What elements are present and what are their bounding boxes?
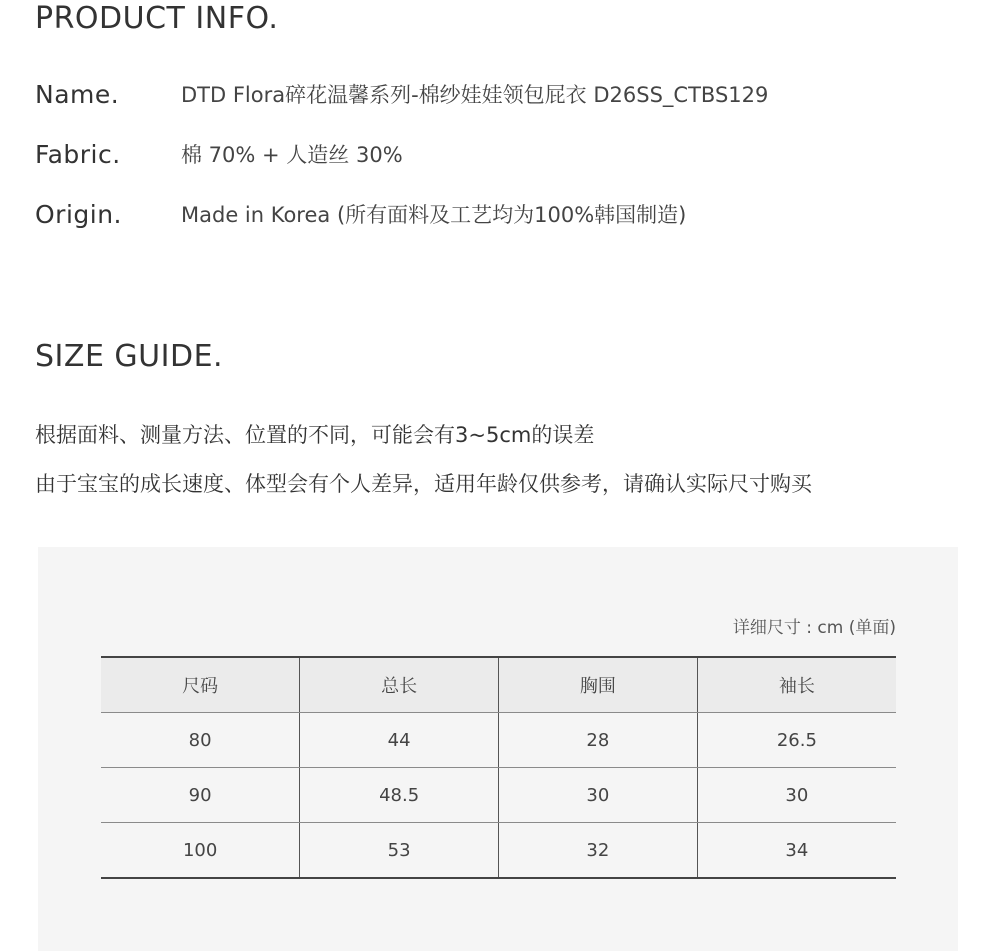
info-value-origin: Made in Korea (所有面料及工艺均为100%韩国制造) bbox=[181, 203, 687, 227]
table-row bbox=[101, 713, 896, 768]
table-row bbox=[101, 768, 896, 823]
info-value-fabric: 棉 70% + 人造丝 30% bbox=[181, 143, 403, 167]
header-total-length: 总长 bbox=[300, 657, 499, 713]
table-row bbox=[101, 823, 896, 879]
table-cell: 44 bbox=[300, 713, 499, 768]
header-sleeve-length: 袖长 bbox=[697, 657, 896, 713]
table-cell: 26.5 bbox=[697, 713, 896, 768]
info-value-name: DTD Flora碎花温馨系列-棉纱娃娃领包屁衣 D26SS_CTBS129 bbox=[181, 83, 769, 107]
info-row-name bbox=[35, 79, 768, 109]
info-label-origin: Origin. bbox=[35, 199, 123, 229]
table-cell: 30 bbox=[499, 768, 698, 823]
table-cell: 80 bbox=[101, 713, 300, 768]
size-note-tolerance: 根据面料、测量方法、位置的不同，可能会有3~5cm的误差 bbox=[35, 423, 595, 447]
product-info-title: PRODUCT INFO. bbox=[35, 1, 279, 36]
info-label-name: Name. bbox=[35, 79, 120, 109]
info-row-fabric bbox=[35, 139, 403, 169]
table-cell: 30 bbox=[697, 768, 896, 823]
table-cell: 28 bbox=[499, 713, 698, 768]
table-cell: 32 bbox=[499, 823, 698, 879]
info-label-fabric: Fabric. bbox=[35, 139, 121, 169]
size-table bbox=[101, 656, 896, 879]
unit-note: 详细尺寸 : cm (单面) bbox=[732, 618, 896, 638]
header-size: 尺码 bbox=[101, 657, 300, 713]
table-cell: 90 bbox=[101, 768, 300, 823]
info-row-origin bbox=[35, 199, 686, 229]
table-cell: 53 bbox=[300, 823, 499, 879]
table-cell: 100 bbox=[101, 823, 300, 879]
size-note-reference: 由于宝宝的成长速度、体型会有个人差异，适用年龄仅供参考，请确认实际尺寸购买 bbox=[35, 472, 812, 496]
size-guide-title: SIZE GUIDE. bbox=[35, 339, 224, 374]
table-cell: 34 bbox=[697, 823, 896, 879]
size-table-panel bbox=[38, 547, 958, 951]
header-chest: 胸围 bbox=[499, 657, 698, 713]
table-header-row bbox=[101, 657, 896, 713]
table-cell: 48.5 bbox=[300, 768, 499, 823]
